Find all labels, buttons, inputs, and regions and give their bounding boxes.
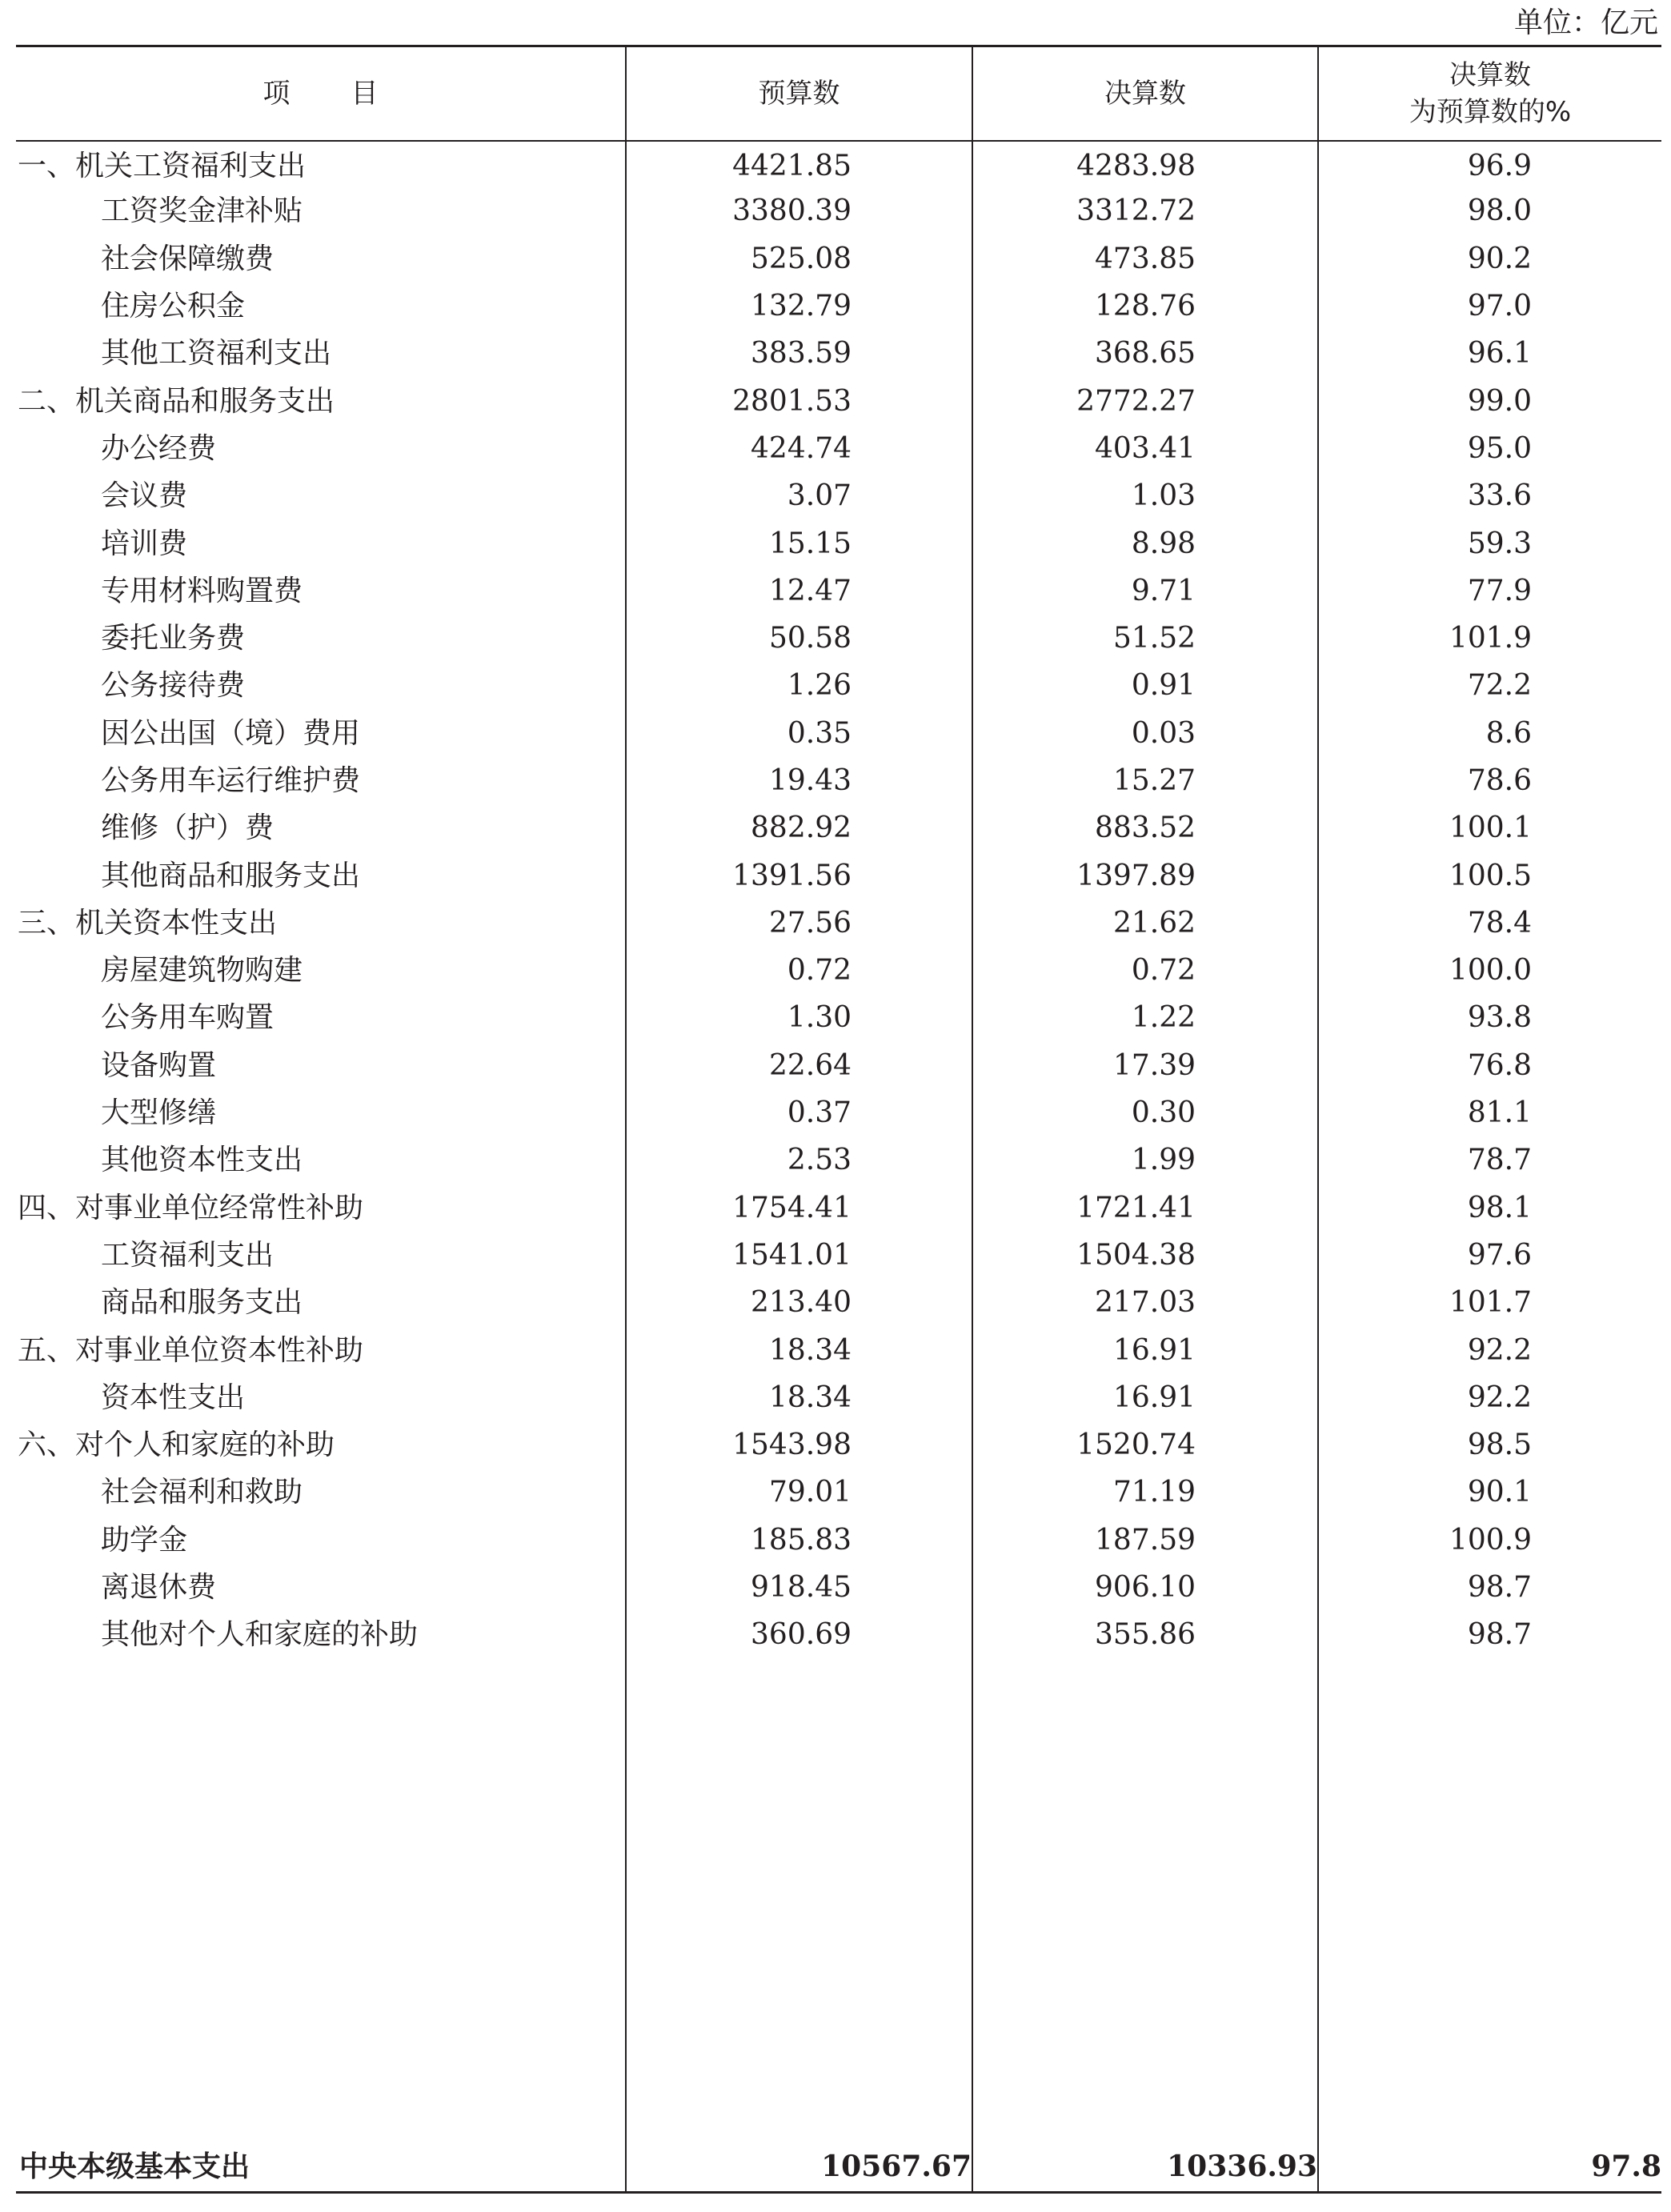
row-final: 4283.98 xyxy=(972,141,1318,188)
row-final: 0.72 xyxy=(972,948,1318,995)
row-budget: 132.79 xyxy=(626,283,972,330)
table-row xyxy=(16,1184,1661,1232)
row-final: 906.10 xyxy=(972,1564,1318,1611)
row-budget: 19.43 xyxy=(626,757,972,804)
row-budget: 918.45 xyxy=(626,1564,972,1611)
table-body xyxy=(16,141,1661,2143)
row-final: 16.91 xyxy=(972,1374,1318,1421)
row-final: 0.03 xyxy=(972,710,1318,757)
row-ratio: 96.9 xyxy=(1318,141,1661,188)
row-ratio: 98.7 xyxy=(1318,1564,1661,1611)
row-final: 71.19 xyxy=(972,1469,1318,1517)
row-label: 住房公积金 xyxy=(101,290,246,323)
row-ratio: 92.2 xyxy=(1318,1327,1661,1374)
row-final: 1520.74 xyxy=(972,1422,1318,1469)
table-row xyxy=(16,1374,1661,1421)
row-budget: 4421.85 xyxy=(626,141,972,188)
row-final: 217.03 xyxy=(972,1280,1318,1327)
row-label: 资本性支出 xyxy=(101,1380,246,1414)
row-budget: 2801.53 xyxy=(626,378,972,425)
row-final: 473.85 xyxy=(972,235,1318,283)
unit-label: 单位：亿元 xyxy=(1513,6,1658,39)
row-budget: 424.74 xyxy=(626,425,972,472)
row-label: 四、对事业单位经常性补助 xyxy=(18,1191,364,1224)
row-final: 1397.89 xyxy=(972,852,1318,900)
row-final: 3312.72 xyxy=(972,188,1318,235)
row-ratio: 8.6 xyxy=(1318,710,1661,757)
row-label: 会议费 xyxy=(101,479,188,513)
row-ratio: 77.9 xyxy=(1318,567,1661,615)
row-ratio: 81.1 xyxy=(1318,1089,1661,1136)
row-ratio: 96.1 xyxy=(1318,331,1661,378)
row-label: 大型修缮 xyxy=(101,1096,217,1130)
spacer-cell xyxy=(972,1659,1318,2142)
table-row xyxy=(16,1564,1661,1611)
row-final: 368.65 xyxy=(972,331,1318,378)
row-budget: 882.92 xyxy=(626,805,972,852)
column-header-item xyxy=(16,46,626,141)
total-label: 中央本级基本支出 xyxy=(16,2142,626,2192)
row-budget: 213.40 xyxy=(626,1280,972,1327)
row-budget: 1754.41 xyxy=(626,1184,972,1232)
row-budget: 1543.98 xyxy=(626,1422,972,1469)
table-row xyxy=(16,1469,1661,1517)
row-budget: 2.53 xyxy=(626,1137,972,1184)
row-budget: 0.37 xyxy=(626,1089,972,1136)
table-row xyxy=(16,663,1661,710)
row-budget: 1391.56 xyxy=(626,852,972,900)
row-ratio: 98.0 xyxy=(1318,188,1661,235)
total-budget: 10567.67 xyxy=(626,2142,972,2192)
table-row xyxy=(16,1422,1661,1469)
row-budget: 1.30 xyxy=(626,995,972,1042)
spacer-cell xyxy=(1318,1659,1661,2142)
item-header-part1: 项 xyxy=(262,77,291,110)
table-footer xyxy=(16,2142,1661,2192)
table-header xyxy=(16,46,1661,141)
table-row xyxy=(16,1089,1661,1136)
row-ratio: 101.9 xyxy=(1318,615,1661,662)
table-row xyxy=(16,1327,1661,1374)
table-row xyxy=(16,757,1661,804)
row-budget: 525.08 xyxy=(626,235,972,283)
table-row xyxy=(16,473,1661,520)
row-label: 培训费 xyxy=(101,527,188,560)
table-row xyxy=(16,852,1661,900)
row-ratio: 100.0 xyxy=(1318,948,1661,995)
row-budget: 0.72 xyxy=(626,948,972,995)
row-budget: 12.47 xyxy=(626,567,972,615)
row-label: 离退休费 xyxy=(101,1571,217,1605)
row-final: 1504.38 xyxy=(972,1232,1318,1279)
row-ratio: 59.3 xyxy=(1318,520,1661,567)
row-ratio: 98.1 xyxy=(1318,1184,1661,1232)
table-row xyxy=(16,378,1661,425)
row-label: 社会保障缴费 xyxy=(101,242,274,275)
total-final: 10336.93 xyxy=(972,2142,1318,2192)
table-row xyxy=(16,235,1661,283)
row-label: 商品和服务支出 xyxy=(101,1286,303,1320)
row-budget: 22.64 xyxy=(626,1042,972,1089)
column-header-ratio xyxy=(1318,46,1661,141)
row-label: 公务用车购置 xyxy=(101,1001,274,1035)
row-final: 16.91 xyxy=(972,1327,1318,1374)
row-label: 其他对个人和家庭的补助 xyxy=(101,1618,419,1652)
row-budget: 360.69 xyxy=(626,1612,972,1659)
table-row xyxy=(16,567,1661,615)
row-final: 51.52 xyxy=(972,615,1318,662)
total-ratio: 97.8 xyxy=(1318,2142,1661,2192)
row-ratio: 97.0 xyxy=(1318,283,1661,330)
row-label: 其他工资福利支出 xyxy=(101,337,332,371)
row-budget: 15.15 xyxy=(626,520,972,567)
row-budget: 18.34 xyxy=(626,1327,972,1374)
row-label: 助学金 xyxy=(101,1523,188,1557)
table-row xyxy=(16,900,1661,947)
table-row xyxy=(16,995,1661,1042)
row-label: 其他商品和服务支出 xyxy=(101,859,361,892)
table-row xyxy=(16,1232,1661,1279)
row-ratio: 90.1 xyxy=(1318,1469,1661,1517)
row-final: 0.91 xyxy=(972,663,1318,710)
row-ratio: 100.5 xyxy=(1318,852,1661,900)
row-budget: 185.83 xyxy=(626,1517,972,1564)
row-final: 15.27 xyxy=(972,757,1318,804)
spacer-row xyxy=(16,1659,1661,2142)
row-budget: 18.34 xyxy=(626,1374,972,1421)
row-ratio: 97.6 xyxy=(1318,1232,1661,1279)
row-ratio: 92.2 xyxy=(1318,1374,1661,1421)
row-ratio: 101.7 xyxy=(1318,1280,1661,1327)
row-label: 工资奖金津补贴 xyxy=(101,194,303,228)
row-label: 公务用车运行维护费 xyxy=(101,764,361,797)
row-budget: 1541.01 xyxy=(626,1232,972,1279)
table-row xyxy=(16,615,1661,662)
budget-table xyxy=(16,45,1661,2194)
row-budget: 3.07 xyxy=(626,473,972,520)
row-final: 883.52 xyxy=(972,805,1318,852)
table-row xyxy=(16,1612,1661,1659)
row-budget: 1.26 xyxy=(626,663,972,710)
row-label: 设备购置 xyxy=(101,1048,217,1082)
row-final: 187.59 xyxy=(972,1517,1318,1564)
row-ratio: 100.1 xyxy=(1318,805,1661,852)
total-row xyxy=(16,2142,1661,2192)
row-label: 二、机关商品和服务支出 xyxy=(18,384,335,418)
row-final: 355.86 xyxy=(972,1612,1318,1659)
row-label: 六、对个人和家庭的补助 xyxy=(18,1429,335,1462)
row-ratio: 76.8 xyxy=(1318,1042,1661,1089)
table-row xyxy=(16,1137,1661,1184)
row-ratio: 78.4 xyxy=(1318,900,1661,947)
row-budget: 79.01 xyxy=(626,1469,972,1517)
column-header-final: 决算数 xyxy=(972,46,1318,141)
row-final: 21.62 xyxy=(972,900,1318,947)
row-label: 公务接待费 xyxy=(101,669,246,703)
table-row xyxy=(16,805,1661,852)
row-final: 1.99 xyxy=(972,1137,1318,1184)
row-ratio: 93.8 xyxy=(1318,995,1661,1042)
spacer-cell xyxy=(626,1659,972,2142)
row-ratio: 95.0 xyxy=(1318,425,1661,472)
row-budget: 383.59 xyxy=(626,331,972,378)
row-budget: 50.58 xyxy=(626,615,972,662)
row-final: 2772.27 xyxy=(972,378,1318,425)
table-row xyxy=(16,331,1661,378)
row-budget: 0.35 xyxy=(626,710,972,757)
spacer-cell xyxy=(16,1659,626,2142)
row-final: 9.71 xyxy=(972,567,1318,615)
table-row xyxy=(16,1280,1661,1327)
row-label: 办公经费 xyxy=(101,431,217,465)
row-label: 一、机关工资福利支出 xyxy=(18,149,307,182)
table-row xyxy=(16,188,1661,235)
row-label: 三、机关资本性支出 xyxy=(18,906,278,940)
row-final: 128.76 xyxy=(972,283,1318,330)
table-row xyxy=(16,948,1661,995)
table-row xyxy=(16,710,1661,757)
table-row xyxy=(16,425,1661,472)
row-label: 维修（护）费 xyxy=(101,811,274,845)
ratio-header-line2: 为预算数的% xyxy=(1409,95,1572,128)
row-ratio: 98.7 xyxy=(1318,1612,1661,1659)
row-final: 1.22 xyxy=(972,995,1318,1042)
row-label: 五、对事业单位资本性补助 xyxy=(18,1333,364,1367)
row-ratio: 100.9 xyxy=(1318,1517,1661,1564)
row-label: 工资福利支出 xyxy=(101,1238,274,1272)
row-ratio: 72.2 xyxy=(1318,663,1661,710)
row-label: 其他资本性支出 xyxy=(101,1144,303,1177)
row-label: 社会福利和救助 xyxy=(101,1476,303,1509)
row-final: 1.03 xyxy=(972,473,1318,520)
item-header-part2: 目 xyxy=(351,77,379,110)
row-ratio: 98.5 xyxy=(1318,1422,1661,1469)
row-final: 8.98 xyxy=(972,520,1318,567)
row-label: 委托业务费 xyxy=(101,622,246,655)
row-ratio: 78.6 xyxy=(1318,757,1661,804)
table-row xyxy=(16,141,1661,188)
ratio-header-line1: 决算数 xyxy=(1449,58,1531,91)
column-header-budget: 预算数 xyxy=(626,46,972,141)
row-ratio: 99.0 xyxy=(1318,378,1661,425)
row-budget: 27.56 xyxy=(626,900,972,947)
row-label: 专用材料购置费 xyxy=(101,574,303,607)
row-final: 17.39 xyxy=(972,1042,1318,1089)
row-label: 房屋建筑物购建 xyxy=(101,954,303,988)
row-ratio: 33.6 xyxy=(1318,473,1661,520)
row-final: 1721.41 xyxy=(972,1184,1318,1232)
row-final: 0.30 xyxy=(972,1089,1318,1136)
table-row xyxy=(16,520,1661,567)
row-ratio: 78.7 xyxy=(1318,1137,1661,1184)
table-row xyxy=(16,283,1661,330)
row-final: 403.41 xyxy=(972,425,1318,472)
table-row xyxy=(16,1517,1661,1564)
row-budget: 3380.39 xyxy=(626,188,972,235)
row-ratio: 90.2 xyxy=(1318,235,1661,283)
row-label: 因公出国（境）费用 xyxy=(101,716,361,750)
table-row xyxy=(16,1042,1661,1089)
